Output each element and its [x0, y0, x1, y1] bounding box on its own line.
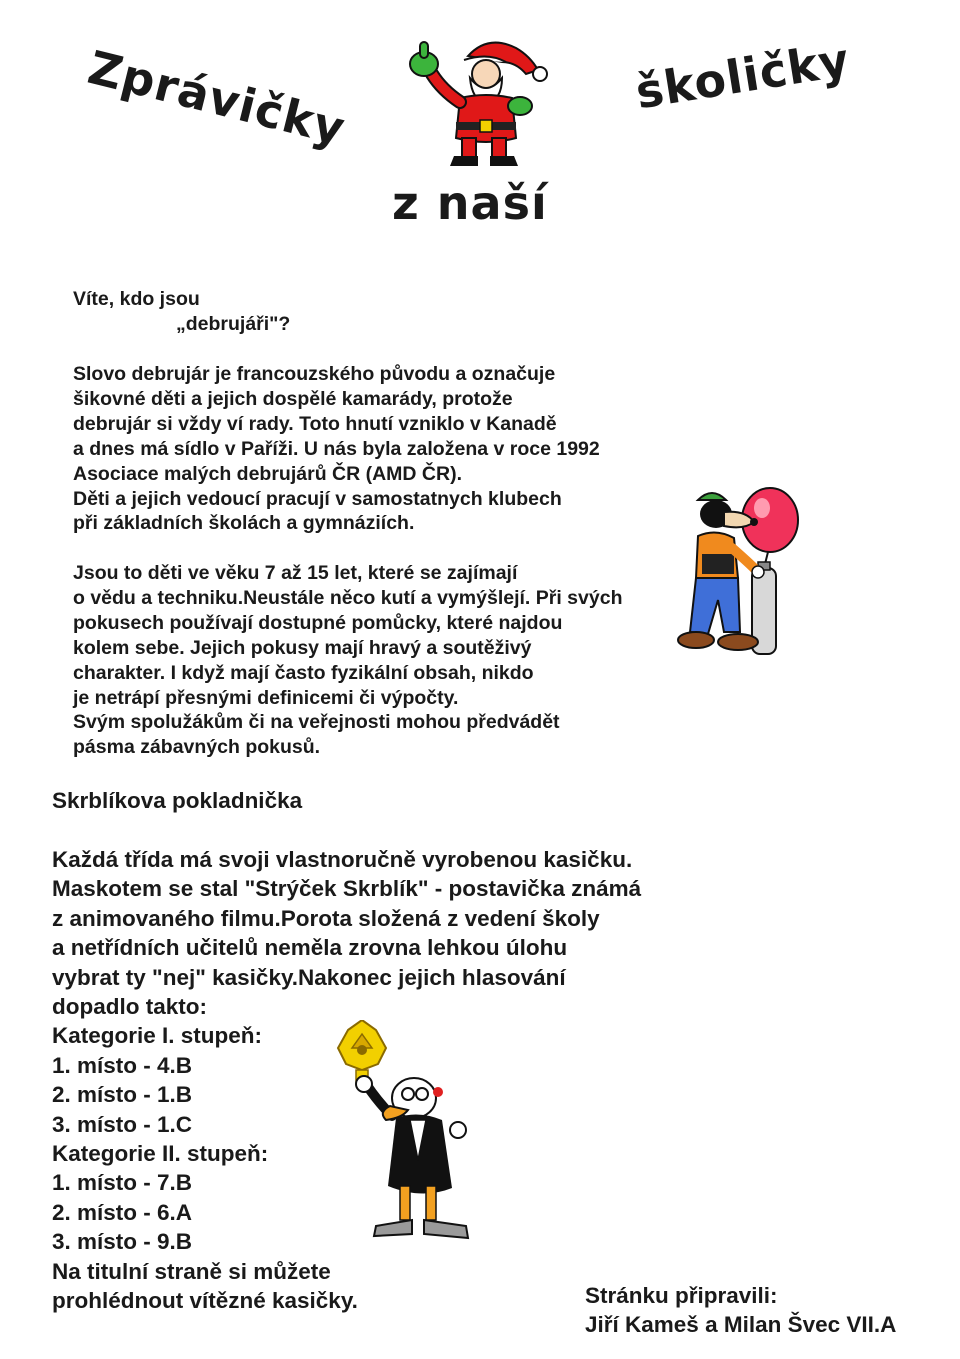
header-title-word-2: školičky — [632, 32, 854, 120]
header-title-word-3: z naší — [392, 176, 548, 230]
article-paragraph-1: Slovo debrujár je francouzského původu a označuje šikovné děti a jejich dospělé kamarády, protože debrujár si vždy ví rady. Toto hnutí vzniklo v Kanadě a dnes má sídlo v Paříži. U nás byla založena v roce 1992 Asociace malých debrujárů ČR (AMD ČR). Děti a jejich vedoucí pracují v samostatnych klubech při základních školách a gymnáziích. — [73, 363, 600, 535]
section-title: Skrblíkova pokladnička — [52, 788, 303, 813]
scrooge-trophy-illustration — [326, 1020, 486, 1260]
section-body: Každá třída má svoji vlastnoručně vyrobenou kasičku. Maskotem se stal "Strýček Skrblík" - postavička známá z animovaného filmu.Porota složená z vedení školy a netřídních učitelů neměla zrovna lehkou úlohu vybrat ty "nej" kasičky.Nakonec jejich hlasování dopadlo takto: Kategorie I. stupeň: 1. místo - 4.B 2. místo - 1.B 3. místo - 1.C Kategorie II. stupeň: 1. místo - 7.B 2. místo - 6.A 3. místo - 9.B Na titulní straně si můžete prohlédnout vítězné kasičky. — [52, 847, 642, 1314]
intro-question-line-2: „debrujáři"? — [176, 313, 291, 335]
intro-question-line-1: Víte, kdo jsou — [73, 288, 200, 310]
santa-illustration — [398, 34, 558, 170]
article-paragraph-2: Jsou to děti ve věku 7 až 15 let, které se zajímají o vědu a techniku.Neustále něco kutí a vymýšlejí. Při svých pokusech používají dostupné pomůcky, které najdou kolem sebe. Jejich pokusy mají hravý a soutěživý charakter. I když mají často fyzikální obsah, nikdo je netrápí přesnými definicemi či výpočty. Svým spolužákům či na veřejnosti mohou předvádět pásma zábavných pokusů. — [73, 562, 623, 759]
goofy-balloon-illustration — [668, 482, 808, 668]
credits: Stránku připravili: Jiří Kameš a Milan Švec VII.A — [585, 1283, 897, 1338]
header-title-word-1: Zprávičky — [82, 40, 351, 156]
